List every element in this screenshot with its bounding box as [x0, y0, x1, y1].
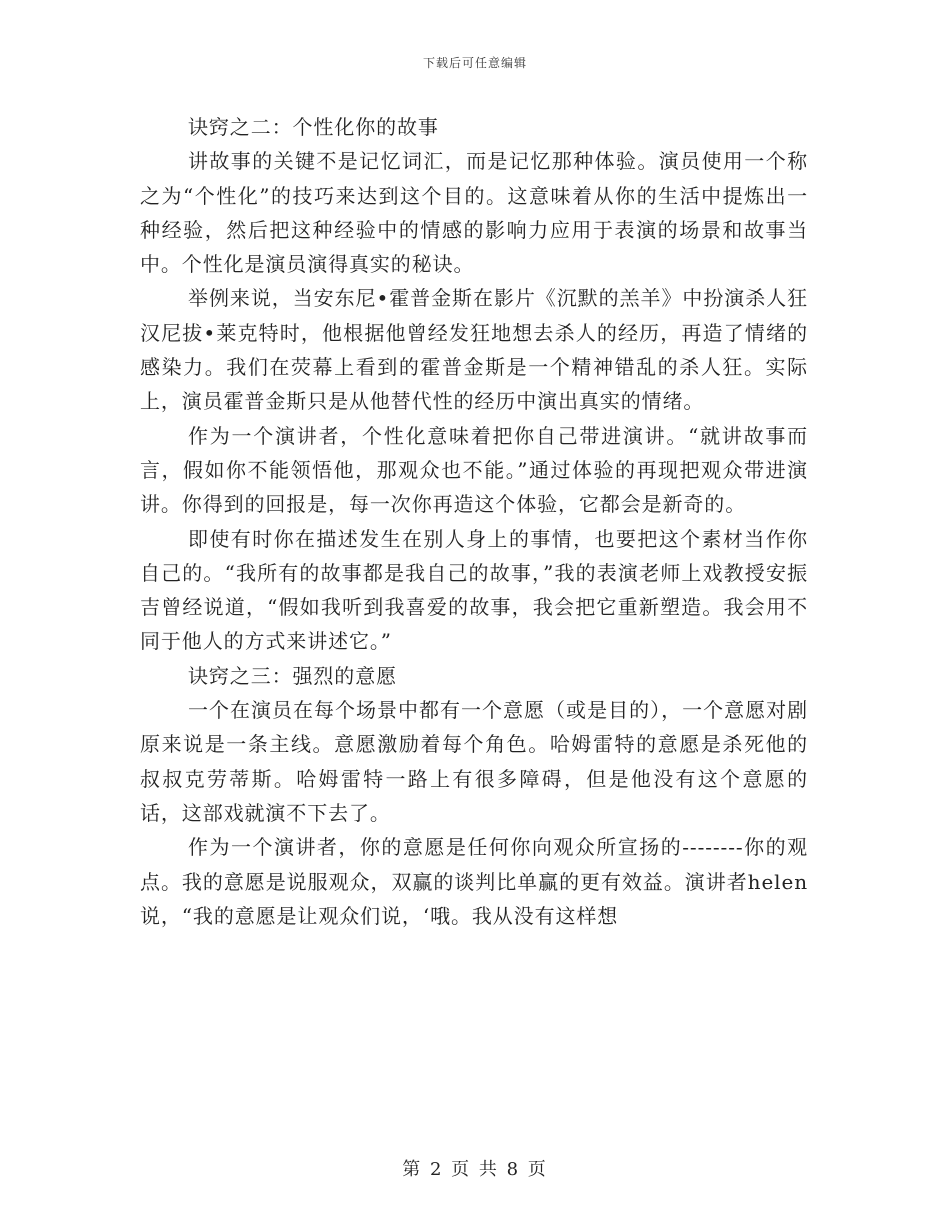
body-paragraph: 一个在演员在每个场景中都有一个意愿（或是目的），一个意愿对剧原来说是一条主线。意愿激励着每个角色。哈姆雷特的意愿是杀死他的叔叔克劳蒂斯。哈姆雷特一路上有很多障碍，但是他没有这个意愿的话，这部戏就演不下去了。: [140, 698, 808, 825]
body-paragraph: 讲故事的关键不是记忆词汇，而是记忆那种体验。演员使用一个称之为“个性化”的技巧来达到这个目的。这意味着从你的生活中提炼出一种经验，然后把这种经验中的情感的影响力应用于表演的场景和故事当中。个性化是演员演得真实的秘诀。: [140, 149, 808, 277]
current-page-number: 2: [429, 1159, 444, 1180]
body-paragraph: 举例来说，当安东尼•霍普金斯在影片《沉默的羔羊》中扮演杀人狂汉尼拔•莱克特时，他根据他曾经发狂地想去杀人的经历，再造了情绪的感染力。我们在荧幕上看到的霍普金斯是一个精神错乱的杀人狂。实际上，演员霍普金斯只是从他替代性的经历中演出真实的情绪。: [140, 286, 808, 414]
document-body: [140, 110, 808, 933]
body-paragraph: 作为一个演讲者，个性化意味着把你自己带进演讲。“就讲故事而言，假如你不能领悟他，那观众也不能。”通过体验的再现把观众带进演讲。你得到的回报是，每一次你再造这个体验，它都会是新奇的。: [140, 423, 808, 517]
footer-page-label: 页: [451, 1159, 472, 1180]
body-paragraph: 即使有时你在描述发生在别人身上的事情，也要把这个素材当作你自己的。“我所有的故事都是我自己的故事，”我的表演老师上戏教授安振吉曾经说道，“假如我听到我喜爱的故事，我会把它重新塑造。我会用不同于他人的方式来讲述它。”: [140, 526, 808, 654]
footer-prefix: 第: [402, 1159, 423, 1180]
body-paragraph: 作为一个演讲者，你的意愿是任何你向观众所宣扬的--------你的观点。我的意愿是说服观众，双赢的谈判比单赢的更有效益。演讲者helen说，“我的意愿是让观众们说，‘哦。我从没有这样想: [140, 835, 808, 928]
section-heading-3: 诀窍之三：强烈的意愿: [188, 663, 397, 688]
footer-total-label: 页: [527, 1159, 548, 1180]
footer-total-prefix: 共: [478, 1159, 499, 1180]
page-footer: [0, 1155, 950, 1181]
total-page-count: 8: [506, 1159, 521, 1180]
page-header: 下载后可任意编辑: [422, 56, 527, 70]
section-heading-2: 诀窍之二：个性化你的故事: [188, 115, 439, 139]
